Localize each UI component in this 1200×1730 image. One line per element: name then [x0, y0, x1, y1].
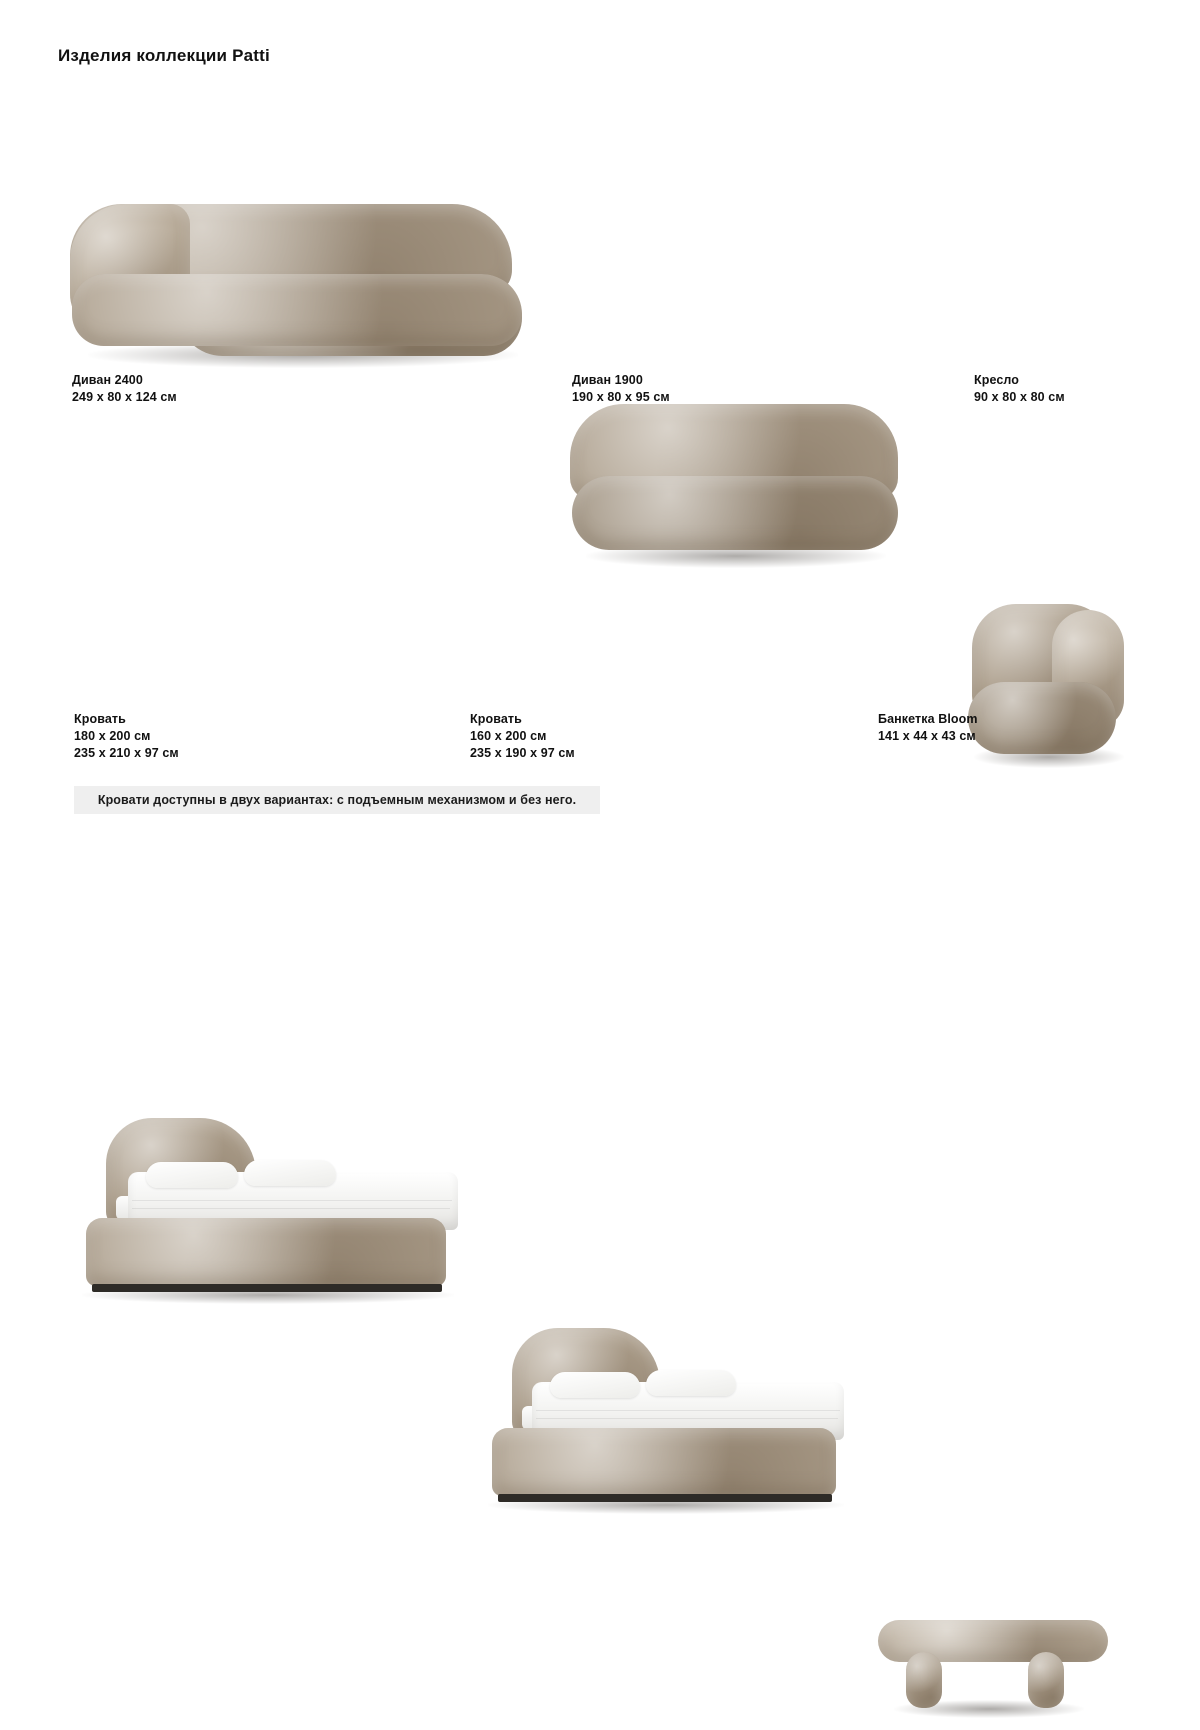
footer-note	[74, 786, 600, 814]
page-title: Изделия коллекции Patti	[58, 46, 270, 65]
product-dimensions: 90 x 80 x 80 см	[974, 390, 1065, 404]
product-caption-sofa-2400	[72, 372, 177, 406]
bed-sheet-line	[536, 1418, 838, 1419]
product-caption-bench-bloom	[878, 711, 978, 745]
product-caption-armchair	[974, 372, 1065, 406]
product-dimensions-secondary: 235 x 190 x 97 см	[470, 746, 575, 760]
product-name: Кресло	[974, 373, 1020, 387]
product-dimensions-secondary: 235 x 210 x 97 см	[74, 746, 179, 760]
product-image-bench-bloom	[868, 1580, 1118, 1730]
product-name: Диван 2400	[72, 373, 143, 387]
product-caption-bed-160	[470, 711, 575, 762]
product-name: Кровать	[74, 712, 126, 726]
product-name: Диван 1900	[572, 373, 643, 387]
product-caption-bed-180	[74, 711, 179, 762]
bed-pillow	[146, 1162, 238, 1188]
bed-sheet-line	[536, 1410, 840, 1411]
bed-sheet-line	[132, 1208, 450, 1209]
product-caption-sofa-1900	[572, 372, 670, 406]
bench-leg-right	[1028, 1652, 1064, 1708]
product-image-sofa-1900	[562, 390, 906, 590]
product-image-bed-160	[452, 1310, 852, 1520]
sofa-seat	[72, 274, 522, 346]
product-dimensions: 160 x 200 см	[470, 729, 547, 743]
product-dimensions: 180 x 200 см	[74, 729, 151, 743]
product-name: Банкетка Bloom	[878, 712, 978, 726]
footer-note-text: Кровати доступны в двух вариантах: с подъемным механизмом и без него.	[97, 793, 577, 807]
bed-sheet-line	[132, 1200, 452, 1201]
product-image-armchair	[960, 590, 1150, 790]
bed-pillow	[550, 1372, 640, 1398]
armchair-seat	[968, 682, 1116, 754]
product-image-sofa-2400	[58, 190, 528, 390]
bed-base	[492, 1428, 836, 1496]
bench-leg-left	[906, 1652, 942, 1708]
product-dimensions: 141 x 44 x 43 см	[878, 729, 976, 743]
bed-plinth	[498, 1494, 832, 1502]
bed-base	[86, 1218, 446, 1286]
product-dimensions: 249 x 80 x 124 см	[72, 390, 177, 404]
product-image-bed-180	[58, 1100, 458, 1310]
bed-pillow	[646, 1370, 736, 1396]
bed-pillow	[244, 1160, 336, 1186]
sofa-seat	[572, 476, 898, 550]
product-name: Кровать	[470, 712, 522, 726]
product-dimensions: 190 x 80 x 95 см	[572, 390, 670, 404]
bed-plinth	[92, 1284, 442, 1292]
